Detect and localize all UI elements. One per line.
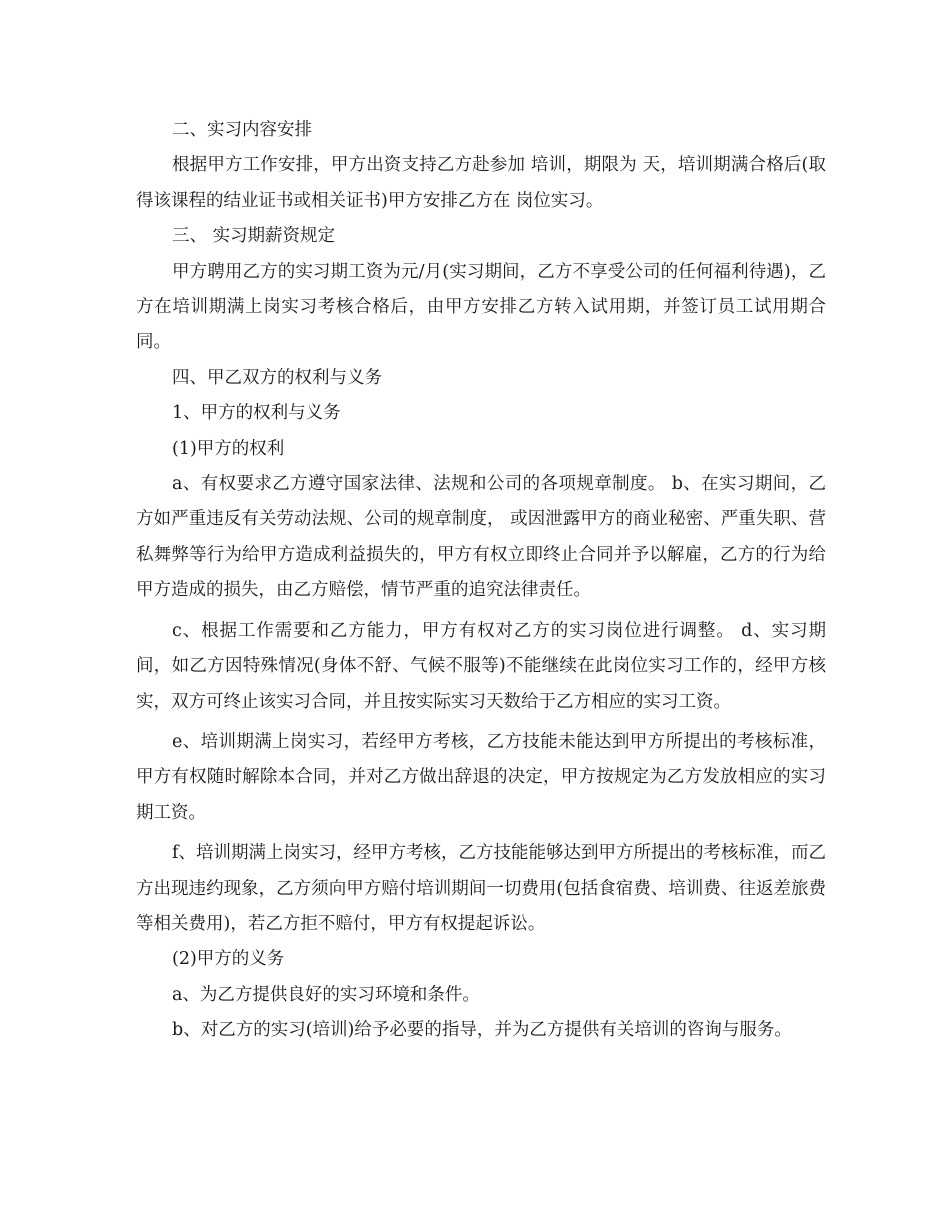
section-heading-rights-obligations: 四、甲乙双方的权利与义务	[172, 367, 382, 388]
paragraph-salary: 甲方聘用乙方的实习期工资为元/月(实习期间，乙方不享受公司的任何福利待遇)，乙方在培训期满上岗实习考核合格后，由甲方安排乙方转入试用期，并签订员工试用期合同。	[136, 261, 826, 353]
subheading-party-a-obligations: (2)甲方的义务	[172, 949, 285, 970]
paragraph-training-arrangement: 根据甲方工作安排，甲方出资支持乙方赴参加 培训，期限为 天，培训期满合格后(取得该课程的结业证书或相关证书)甲方安排乙方在 岗位实习。	[136, 155, 826, 211]
subheading-party-a-rights: (1)甲方的权利	[172, 438, 285, 459]
paragraph-rights-c-d: c、根据工作需要和乙方能力，甲方有权对乙方的实习岗位进行调整。 d、实习期间，如乙方因特殊情况(身体不舒、气候不服等)不能继续在此岗位实习工作的，经甲方核实，双方可终止该实习合同，并且按实际实习天数给于乙方相应的实习工资。	[136, 620, 826, 712]
paragraph-rights-e: e、培训期满上岗实习，若经甲方考核，乙方技能未能达到甲方所提出的考核标准，甲方有权随时解除本合同，并对乙方做出辞退的决定，甲方按规定为乙方发放相应的实习期工资。	[136, 731, 826, 823]
paragraph-rights-a-b: a、有权要求乙方遵守国家法律、法规和公司的各项规章制度。 b、在实习期间，乙方如严重违反有关劳动法规、公司的规章制度， 或因泄露甲方的商业秘密、严重失职、营私舞弊等行为给甲方造成利益损失的，甲方有权立即终止合同并予以解雇，乙方的行为给甲方造成的损失，由乙方赔偿，情节严重的追究法律责任。	[136, 474, 826, 601]
subheading-party-a-rights-obligations: 1、甲方的权利与义务	[172, 403, 341, 424]
document-page	[136, 113, 826, 1049]
section-heading-internship-content: 二、实习内容安排	[172, 120, 312, 140]
section-heading-salary: 三、 实习期薪资规定	[172, 226, 336, 247]
paragraph-obligation-b: b、对乙方的实习(培训)给予必要的指导，并为乙方提供有关培训的咨询与服务。	[172, 1020, 792, 1041]
paragraph-obligation-a: a、为乙方提供良好的实习环境和条件。	[172, 984, 480, 1005]
paragraph-rights-f: f、培训期满上岗实习，经甲方考核，乙方技能能够达到甲方所提出的考核标准，而乙方出现违约现象，乙方须向甲方赔付培训期间一切费用(包括食宿费、培训费、往返差旅费等相关费用)，若乙方拒不赔付，甲方有权提起诉讼。	[136, 843, 826, 934]
